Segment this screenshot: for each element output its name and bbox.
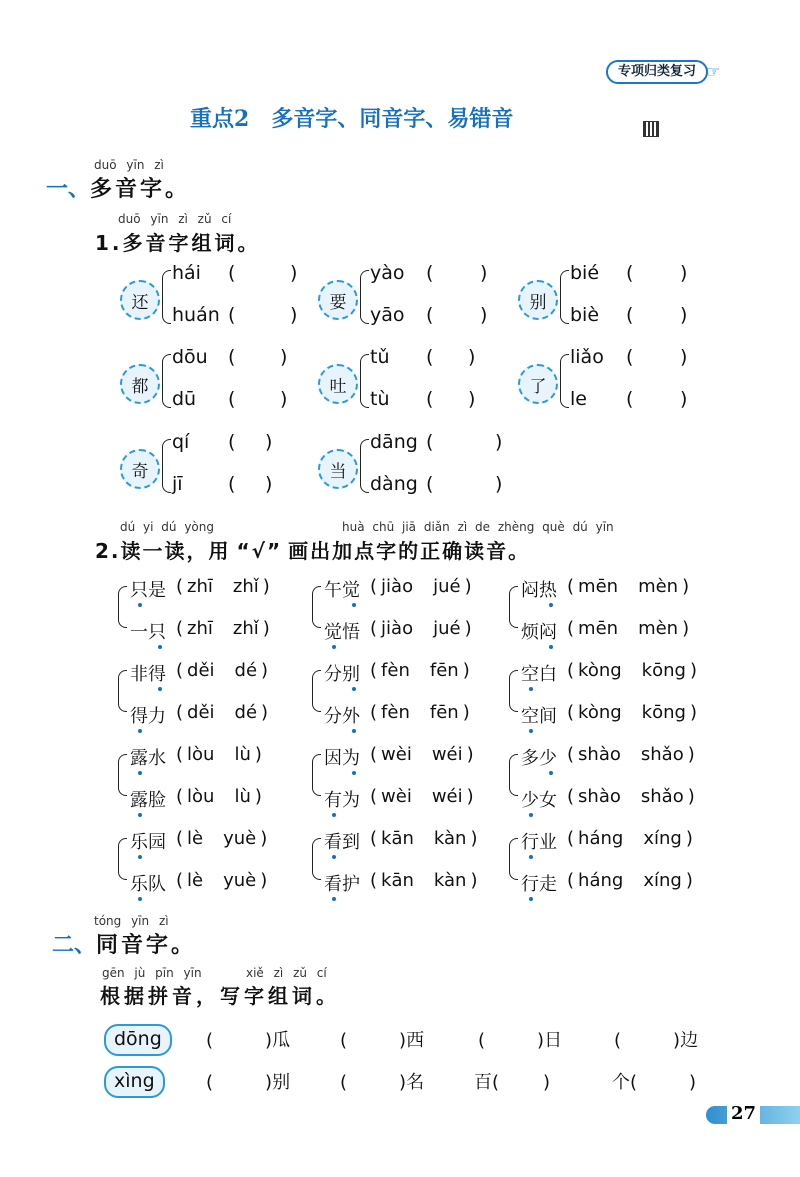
polyphone-word: 露脸 — [130, 790, 166, 811]
answer-paren-open: ( — [426, 262, 434, 284]
left-brace — [360, 270, 369, 324]
option-2[interactable]: jué — [433, 576, 461, 597]
paren-close: ) — [262, 618, 270, 639]
polyphone-char-badge: 当 — [318, 449, 358, 489]
task1-pinyin: duō yīn zì zǔ cí — [118, 212, 232, 226]
emphasis-dot — [352, 771, 356, 775]
option-1[interactable]: lè — [187, 870, 204, 891]
emphasis-dot — [332, 813, 336, 817]
left-brace — [162, 354, 171, 408]
polyphone-word: 看到 — [324, 832, 360, 853]
paren-open: ( — [176, 660, 184, 681]
emphasis-dot — [138, 729, 142, 733]
blank-word[interactable]: 个( ) — [612, 1072, 697, 1093]
answer-paren-close: ) — [290, 304, 298, 326]
left-brace — [509, 670, 518, 712]
emphasis-dot — [529, 813, 533, 817]
option-2[interactable]: fēn — [429, 660, 459, 681]
polyphone-word: 一只 — [130, 622, 166, 643]
polyphone-word: 露水 — [130, 748, 166, 769]
task2-title-suffix: 画出加点字的正确读音。 — [288, 539, 531, 563]
task2-pinyin-suffix: huà chū jiā diǎn zì de zhèng què dú yīn — [342, 520, 614, 534]
polyphone-word: 空间 — [521, 706, 557, 727]
pinyin-options[interactable] — [176, 702, 268, 723]
emphasis-dot — [529, 729, 533, 733]
option-2[interactable]: mèn — [638, 618, 679, 639]
paren-open: ( — [567, 828, 575, 849]
pinyin-options[interactable] — [370, 744, 474, 765]
section2-instruction: 根据拼音，写字组词。 — [100, 984, 340, 1008]
answer-paren-open: ( — [626, 262, 634, 284]
given-char: 西 — [406, 1030, 425, 1051]
given-char: 边 — [680, 1030, 699, 1051]
left-brace — [312, 838, 321, 880]
polyphone-word: 午觉 — [324, 580, 360, 601]
pinyin-options[interactable] — [567, 660, 697, 681]
polyphone-char-badge: 了 — [518, 364, 558, 404]
task1-title: 1.多音字组词。 — [95, 231, 261, 255]
left-brace — [360, 439, 369, 493]
given-char: 别 — [272, 1072, 291, 1093]
option-2[interactable]: zhǐ — [232, 618, 259, 639]
option-1[interactable]: lòu — [187, 786, 215, 807]
task2-check-mark: “√” — [236, 539, 283, 563]
pinyin-options[interactable] — [176, 786, 262, 807]
pinyin-options[interactable] — [176, 618, 270, 639]
paren-open: ( — [370, 576, 378, 597]
answer-paren-open: ( — [228, 304, 236, 326]
polyphone-word: 有为 — [324, 790, 360, 811]
emphasis-dot — [158, 687, 162, 691]
paren-close: ) — [260, 870, 268, 891]
blank-word[interactable]: ( )瓜 — [206, 1030, 291, 1051]
answer-paren-open: ( — [626, 304, 634, 326]
option-2[interactable]: dé — [234, 702, 258, 723]
left-brace — [509, 586, 518, 628]
emphasis-dot — [529, 855, 533, 859]
option-2[interactable]: dé — [234, 660, 258, 681]
option-2[interactable]: kàn — [433, 828, 467, 849]
section2-title: 同音字。 — [96, 933, 197, 958]
emphasis-dot — [352, 729, 356, 733]
emphasis-dot — [549, 771, 553, 775]
paren-close: ) — [685, 828, 693, 849]
paren-open: ( — [176, 702, 184, 723]
paren-open: ( — [370, 660, 378, 681]
option-2[interactable]: xíng — [643, 828, 682, 849]
task2-pinyin-prefix: dú yi dú yòng — [120, 520, 214, 534]
answer-paren-close: ) — [468, 346, 476, 368]
answer-paren-close: ) — [680, 304, 688, 326]
blank-word[interactable]: ( )西 — [340, 1030, 425, 1051]
option-2[interactable]: jué — [433, 618, 461, 639]
paren-close: ) — [260, 828, 268, 849]
polyphone-word: 非得 — [130, 664, 166, 685]
given-char: 个 — [612, 1072, 630, 1093]
polyphone-word: 看护 — [324, 874, 360, 895]
emphasis-dot — [138, 855, 142, 859]
blank-word[interactable]: ( )别 — [206, 1072, 291, 1093]
option-1[interactable]: zhī — [187, 618, 213, 639]
polyphone-word: 得力 — [130, 706, 166, 727]
left-brace — [509, 754, 518, 796]
emphasis-dot — [138, 813, 142, 817]
paren-open: ( — [567, 870, 575, 891]
answer-paren-open: ( — [426, 388, 434, 410]
paren-open: ( — [567, 744, 575, 765]
answer-paren-open: ( — [626, 346, 634, 368]
reading-pinyin: huán — [172, 304, 220, 326]
paren-close: ) — [682, 618, 690, 639]
blank-word[interactable]: ( )日 — [478, 1030, 563, 1051]
paren-open: ( — [567, 618, 575, 639]
left-brace — [118, 754, 127, 796]
section-badge: 专项归类复习 — [606, 60, 708, 84]
polyphone-char-badge: 奇 — [120, 449, 160, 489]
pinyin-options[interactable] — [370, 786, 474, 807]
option-1[interactable]: jiào — [381, 576, 414, 597]
paren-close: ) — [261, 702, 269, 723]
option-1[interactable]: jiào — [381, 618, 414, 639]
paren-close: ) — [464, 618, 472, 639]
paren-open: ( — [176, 828, 184, 849]
polyphone-word: 多少 — [521, 748, 557, 769]
pinyin-options[interactable] — [370, 870, 477, 891]
answer-paren-close: ) — [495, 431, 503, 453]
left-brace — [162, 270, 171, 324]
reading-pinyin: tǔ — [370, 346, 390, 368]
pinyin-options[interactable] — [176, 576, 270, 597]
pinyin-tag: xìng — [104, 1066, 165, 1098]
reading-pinyin: bié — [570, 262, 600, 284]
option-2[interactable]: yuè — [223, 828, 257, 849]
option-1[interactable]: wèi — [381, 744, 412, 765]
option-2[interactable]: lù — [234, 786, 251, 807]
polyphone-word: 空白 — [521, 664, 557, 685]
reading-pinyin: dōu — [172, 346, 208, 368]
pinyin-options[interactable] — [176, 660, 268, 681]
pinyin-options[interactable] — [567, 744, 695, 765]
option-1[interactable]: děi — [187, 702, 215, 723]
pinyin-options[interactable] — [567, 870, 693, 891]
polyphone-char-badge: 都 — [120, 364, 160, 404]
paren-open: ( — [176, 744, 184, 765]
emphasis-dot — [352, 687, 356, 691]
pinyin-options[interactable] — [176, 744, 262, 765]
left-brace — [509, 838, 518, 880]
pinyin-options[interactable] — [567, 702, 697, 723]
option-2[interactable]: kōng — [641, 660, 686, 681]
reading-pinyin: jī — [172, 473, 183, 495]
reading-pinyin: yào — [370, 262, 405, 284]
section2-heading — [52, 928, 196, 959]
pinyin-options[interactable] — [567, 576, 689, 597]
given-char: 日 — [544, 1030, 563, 1051]
paren-open: ( — [370, 828, 378, 849]
title-topic: 多音字、同音字、易错音 — [271, 106, 514, 132]
reading-pinyin: dàng — [370, 473, 418, 495]
paren-open: ( — [370, 618, 378, 639]
qr-code-icon — [644, 122, 658, 136]
task2-title — [95, 535, 530, 564]
pinyin-options[interactable] — [370, 660, 470, 681]
emphasis-dot — [138, 771, 142, 775]
section1-number: 一、 — [46, 177, 91, 202]
option-2[interactable]: wéi — [431, 786, 463, 807]
left-brace — [560, 270, 569, 324]
polyphone-word: 闷热 — [521, 580, 557, 601]
option-1[interactable]: fèn — [381, 660, 410, 681]
polyphone-char-badge: 吐 — [318, 364, 358, 404]
option-2[interactable]: zhǐ — [232, 576, 259, 597]
paren-open: ( — [370, 702, 378, 723]
answer-paren-close: ) — [495, 473, 503, 495]
blank-word[interactable]: ( )边 — [614, 1030, 699, 1051]
left-brace — [312, 586, 321, 628]
emphasis-dot — [138, 603, 142, 607]
answer-paren-open: ( — [426, 346, 434, 368]
emphasis-dot — [549, 645, 553, 649]
paren-close: ) — [685, 870, 693, 891]
option-1[interactable]: kān — [381, 828, 414, 849]
answer-paren-open: ( — [228, 388, 236, 410]
page-number: 27 — [727, 1103, 760, 1124]
polyphone-word: 分别 — [324, 664, 360, 685]
answer-paren-open: ( — [228, 431, 236, 453]
answer-paren-open: ( — [228, 262, 236, 284]
left-brace — [162, 439, 171, 493]
paren-close: ) — [689, 702, 697, 723]
paren-close: ) — [464, 576, 472, 597]
emphasis-dot — [529, 897, 533, 901]
reading-pinyin: hái — [172, 262, 201, 284]
option-1[interactable]: wèi — [381, 786, 412, 807]
polyphone-word: 因为 — [324, 748, 360, 769]
option-2[interactable]: mèn — [638, 576, 679, 597]
emphasis-dot — [529, 687, 533, 691]
paren-open: ( — [176, 618, 184, 639]
left-brace — [118, 586, 127, 628]
reading-pinyin: dū — [172, 388, 197, 410]
left-brace — [118, 670, 127, 712]
reading-pinyin: liǎo — [570, 346, 604, 368]
emphasis-dot — [332, 897, 336, 901]
paren-close: ) — [462, 660, 470, 681]
answer-paren-close: ) — [290, 262, 298, 284]
section1-title: 多音字。 — [90, 177, 191, 202]
answer-paren-close: ) — [265, 473, 273, 495]
answer-paren-open: ( — [228, 473, 236, 495]
given-char: 瓜 — [272, 1030, 291, 1051]
section2-pinyin: tóng yīn zì — [94, 914, 169, 928]
option-1[interactable]: lè — [187, 828, 204, 849]
pinyin-options[interactable] — [176, 870, 267, 891]
pinyin-options[interactable] — [567, 618, 689, 639]
option-2[interactable]: xíng — [643, 870, 682, 891]
task2-title-prefix: 2.读一读，用 — [95, 539, 231, 563]
answer-paren-close: ) — [680, 388, 688, 410]
given-char: 百 — [474, 1072, 492, 1093]
paren-open: ( — [370, 786, 378, 807]
option-1[interactable]: háng — [578, 828, 624, 849]
paren-close: ) — [254, 786, 262, 807]
option-1[interactable]: děi — [187, 660, 215, 681]
option-1[interactable]: mēn — [578, 576, 619, 597]
paren-open: ( — [567, 702, 575, 723]
answer-paren-open: ( — [228, 346, 236, 368]
answer-paren-close: ) — [265, 431, 273, 453]
paren-close: ) — [687, 786, 695, 807]
polyphone-word: 少女 — [521, 790, 557, 811]
paren-open: ( — [370, 744, 378, 765]
option-1[interactable]: kān — [381, 870, 414, 891]
option-1[interactable]: shào — [578, 786, 621, 807]
option-2[interactable]: shǎo — [640, 744, 684, 765]
option-1[interactable]: lòu — [187, 744, 215, 765]
polyphone-char-badge: 还 — [120, 280, 160, 320]
paren-open: ( — [176, 870, 184, 891]
answer-paren-open: ( — [426, 304, 434, 326]
paren-close: ) — [470, 870, 478, 891]
paren-close: ) — [462, 702, 470, 723]
emphasis-dot — [138, 897, 142, 901]
paren-open: ( — [176, 576, 184, 597]
option-2[interactable]: shǎo — [640, 786, 684, 807]
blank-word[interactable]: ( )名 — [340, 1072, 425, 1093]
paren-close: ) — [682, 576, 690, 597]
section1-pinyin: duō yīn zì — [94, 158, 164, 172]
option-2[interactable]: wéi — [431, 744, 463, 765]
answer-paren-close: ) — [468, 388, 476, 410]
left-brace — [118, 838, 127, 880]
emphasis-dot — [352, 603, 356, 607]
option-1[interactable]: fèn — [381, 702, 410, 723]
pointing-hand-icon: ☞ — [706, 62, 721, 81]
pinyin-options[interactable] — [567, 828, 693, 849]
polyphone-char-badge: 别 — [518, 280, 558, 320]
option-1[interactable]: zhī — [187, 576, 213, 597]
given-char: 名 — [406, 1072, 425, 1093]
option-2[interactable]: fēn — [429, 702, 459, 723]
blank-word[interactable]: 百( ) — [474, 1072, 551, 1093]
polyphone-word: 觉悟 — [324, 622, 360, 643]
paren-open: ( — [370, 870, 378, 891]
paren-open: ( — [567, 786, 575, 807]
pinyin-tag: dōng — [104, 1024, 172, 1056]
paren-close: ) — [466, 744, 474, 765]
pinyin-options[interactable] — [176, 828, 267, 849]
option-1[interactable]: háng — [578, 870, 624, 891]
paren-open: ( — [567, 576, 575, 597]
option-2[interactable]: kōng — [641, 702, 686, 723]
answer-paren-open: ( — [626, 388, 634, 410]
option-2[interactable]: lù — [234, 744, 251, 765]
reading-pinyin: tù — [370, 388, 390, 410]
answer-paren-open: ( — [426, 431, 434, 453]
reading-pinyin: le — [570, 388, 587, 410]
option-1[interactable]: shào — [578, 744, 621, 765]
section2-number: 二、 — [52, 933, 97, 958]
polyphone-word: 乐队 — [130, 874, 166, 895]
section2-inst-pinyin1: gēn jù pīn yīn — [102, 966, 202, 980]
paren-close: ) — [261, 660, 269, 681]
paren-close: ) — [262, 576, 270, 597]
left-brace — [312, 670, 321, 712]
emphasis-dot — [158, 645, 162, 649]
paren-open: ( — [176, 786, 184, 807]
title-key-point: 重点2 — [190, 106, 250, 132]
polyphone-word: 行走 — [521, 874, 557, 895]
polyphone-word: 烦闷 — [521, 622, 557, 643]
answer-paren-close: ) — [280, 346, 288, 368]
reading-pinyin: yāo — [370, 304, 405, 326]
option-1[interactable]: kòng — [578, 660, 622, 681]
answer-paren-close: ) — [680, 346, 688, 368]
section2-inst-pinyin2: xiě zì zǔ cí — [246, 966, 327, 980]
paren-close: ) — [470, 828, 478, 849]
reading-pinyin: biè — [570, 304, 600, 326]
left-brace — [360, 354, 369, 408]
answer-paren-close: ) — [480, 262, 488, 284]
polyphone-word: 乐园 — [130, 832, 166, 853]
option-2[interactable]: kàn — [433, 870, 467, 891]
section1-heading — [46, 172, 190, 203]
paren-close: ) — [254, 744, 262, 765]
answer-paren-open: ( — [426, 473, 434, 495]
reading-pinyin: qí — [172, 431, 190, 453]
pinyin-options[interactable] — [370, 702, 470, 723]
pinyin-options[interactable] — [370, 828, 477, 849]
pinyin-options[interactable] — [370, 618, 472, 639]
paren-close: ) — [466, 786, 474, 807]
answer-paren-close: ) — [680, 262, 688, 284]
emphasis-dot — [332, 855, 336, 859]
pinyin-options[interactable] — [567, 786, 695, 807]
pinyin-options[interactable] — [370, 576, 472, 597]
paren-close: ) — [687, 744, 695, 765]
answer-paren-close: ) — [280, 388, 288, 410]
polyphone-word: 分外 — [324, 706, 360, 727]
paren-close: ) — [689, 660, 697, 681]
page-title — [190, 102, 513, 133]
reading-pinyin: dāng — [370, 431, 418, 453]
option-2[interactable]: yuè — [223, 870, 257, 891]
emphasis-dot — [332, 645, 336, 649]
option-1[interactable]: kòng — [578, 702, 622, 723]
option-1[interactable]: mēn — [578, 618, 619, 639]
polyphone-word: 只是 — [130, 580, 166, 601]
polyphone-char-badge: 要 — [318, 280, 358, 320]
left-brace — [312, 754, 321, 796]
answer-paren-close: ) — [480, 304, 488, 326]
left-brace — [560, 354, 569, 408]
paren-open: ( — [567, 660, 575, 681]
emphasis-dot — [549, 603, 553, 607]
polyphone-word: 行业 — [521, 832, 557, 853]
